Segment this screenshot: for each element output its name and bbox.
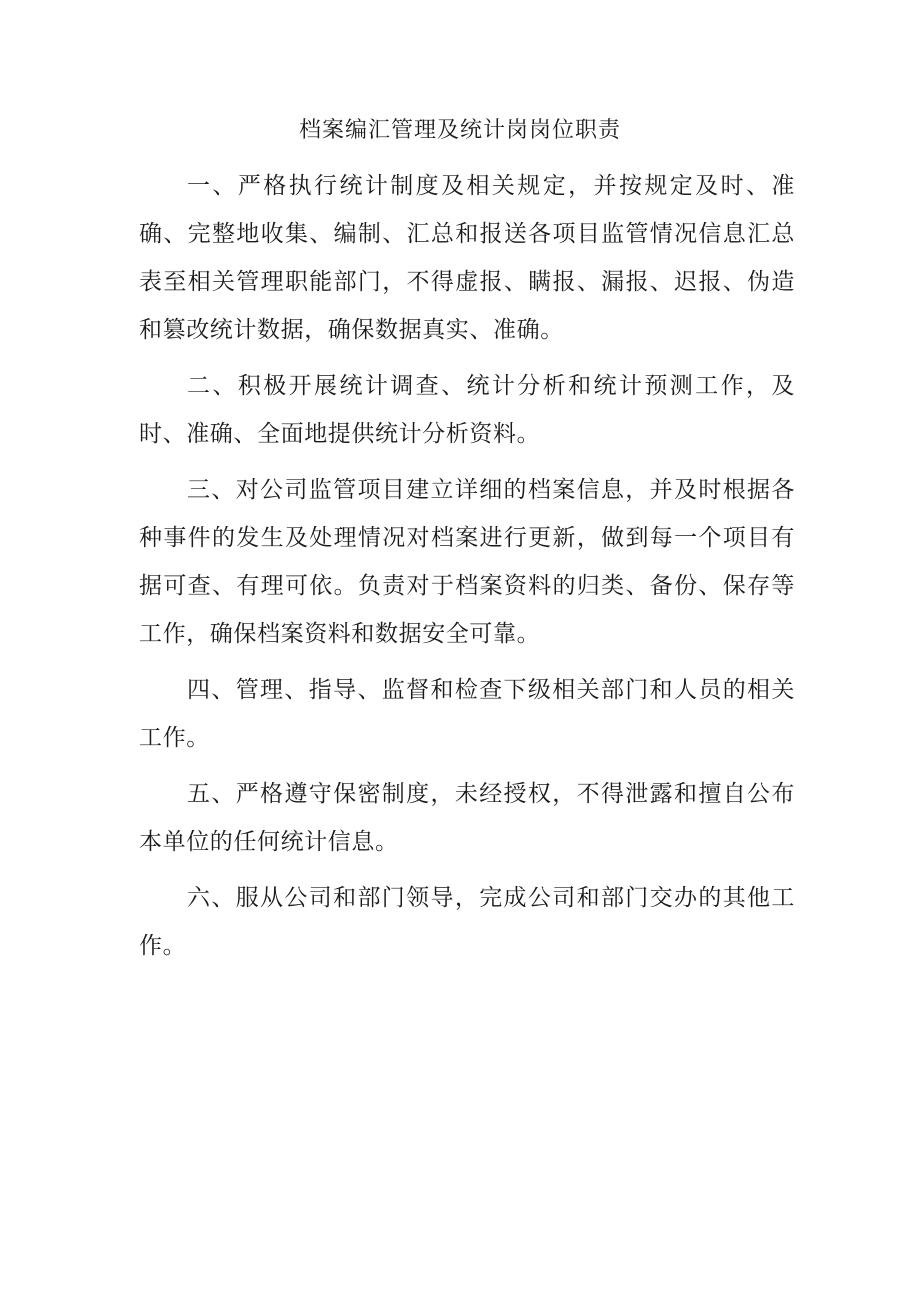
duty-item-2: 二、积极开展统计调查、统计分析和统计预测工作，及时、准确、全面地提供统计分析资料。	[139, 373, 795, 447]
duty-item-5: 五、严格遵守保密制度，未经授权，不得泄露和擅自公布本单位的任何统计信息。	[139, 781, 795, 855]
duty-item-6: 六、服从公司和部门领导，完成公司和部门交办的其他工作。	[139, 885, 795, 959]
duty-item-1: 一、严格执行统计制度及相关规定，并按规定及时、准确、完整地收集、编制、汇总和报送各项目监管情况信息汇总表至相关管理职能部门，不得虚报、瞒报、漏报、迟报、伪造和篡改统计数据，确保数据真实、准确。	[139, 173, 795, 343]
duty-item-3: 三、对公司监管项目建立详细的档案信息，并及时根据各种事件的发生及处理情况对档案进行更新，做到每一个项目有据可查、有理可依。负责对于档案资料的归类、备份、保存等工作，确保档案资料和数据安全可靠。	[139, 477, 795, 647]
document-body	[139, 162, 795, 978]
document-title: 档案编汇管理及统计岗岗位职责	[298, 118, 621, 143]
duty-item-4: 四、管理、指导、监督和检查下级相关部门和人员的相关工作。	[139, 677, 795, 751]
